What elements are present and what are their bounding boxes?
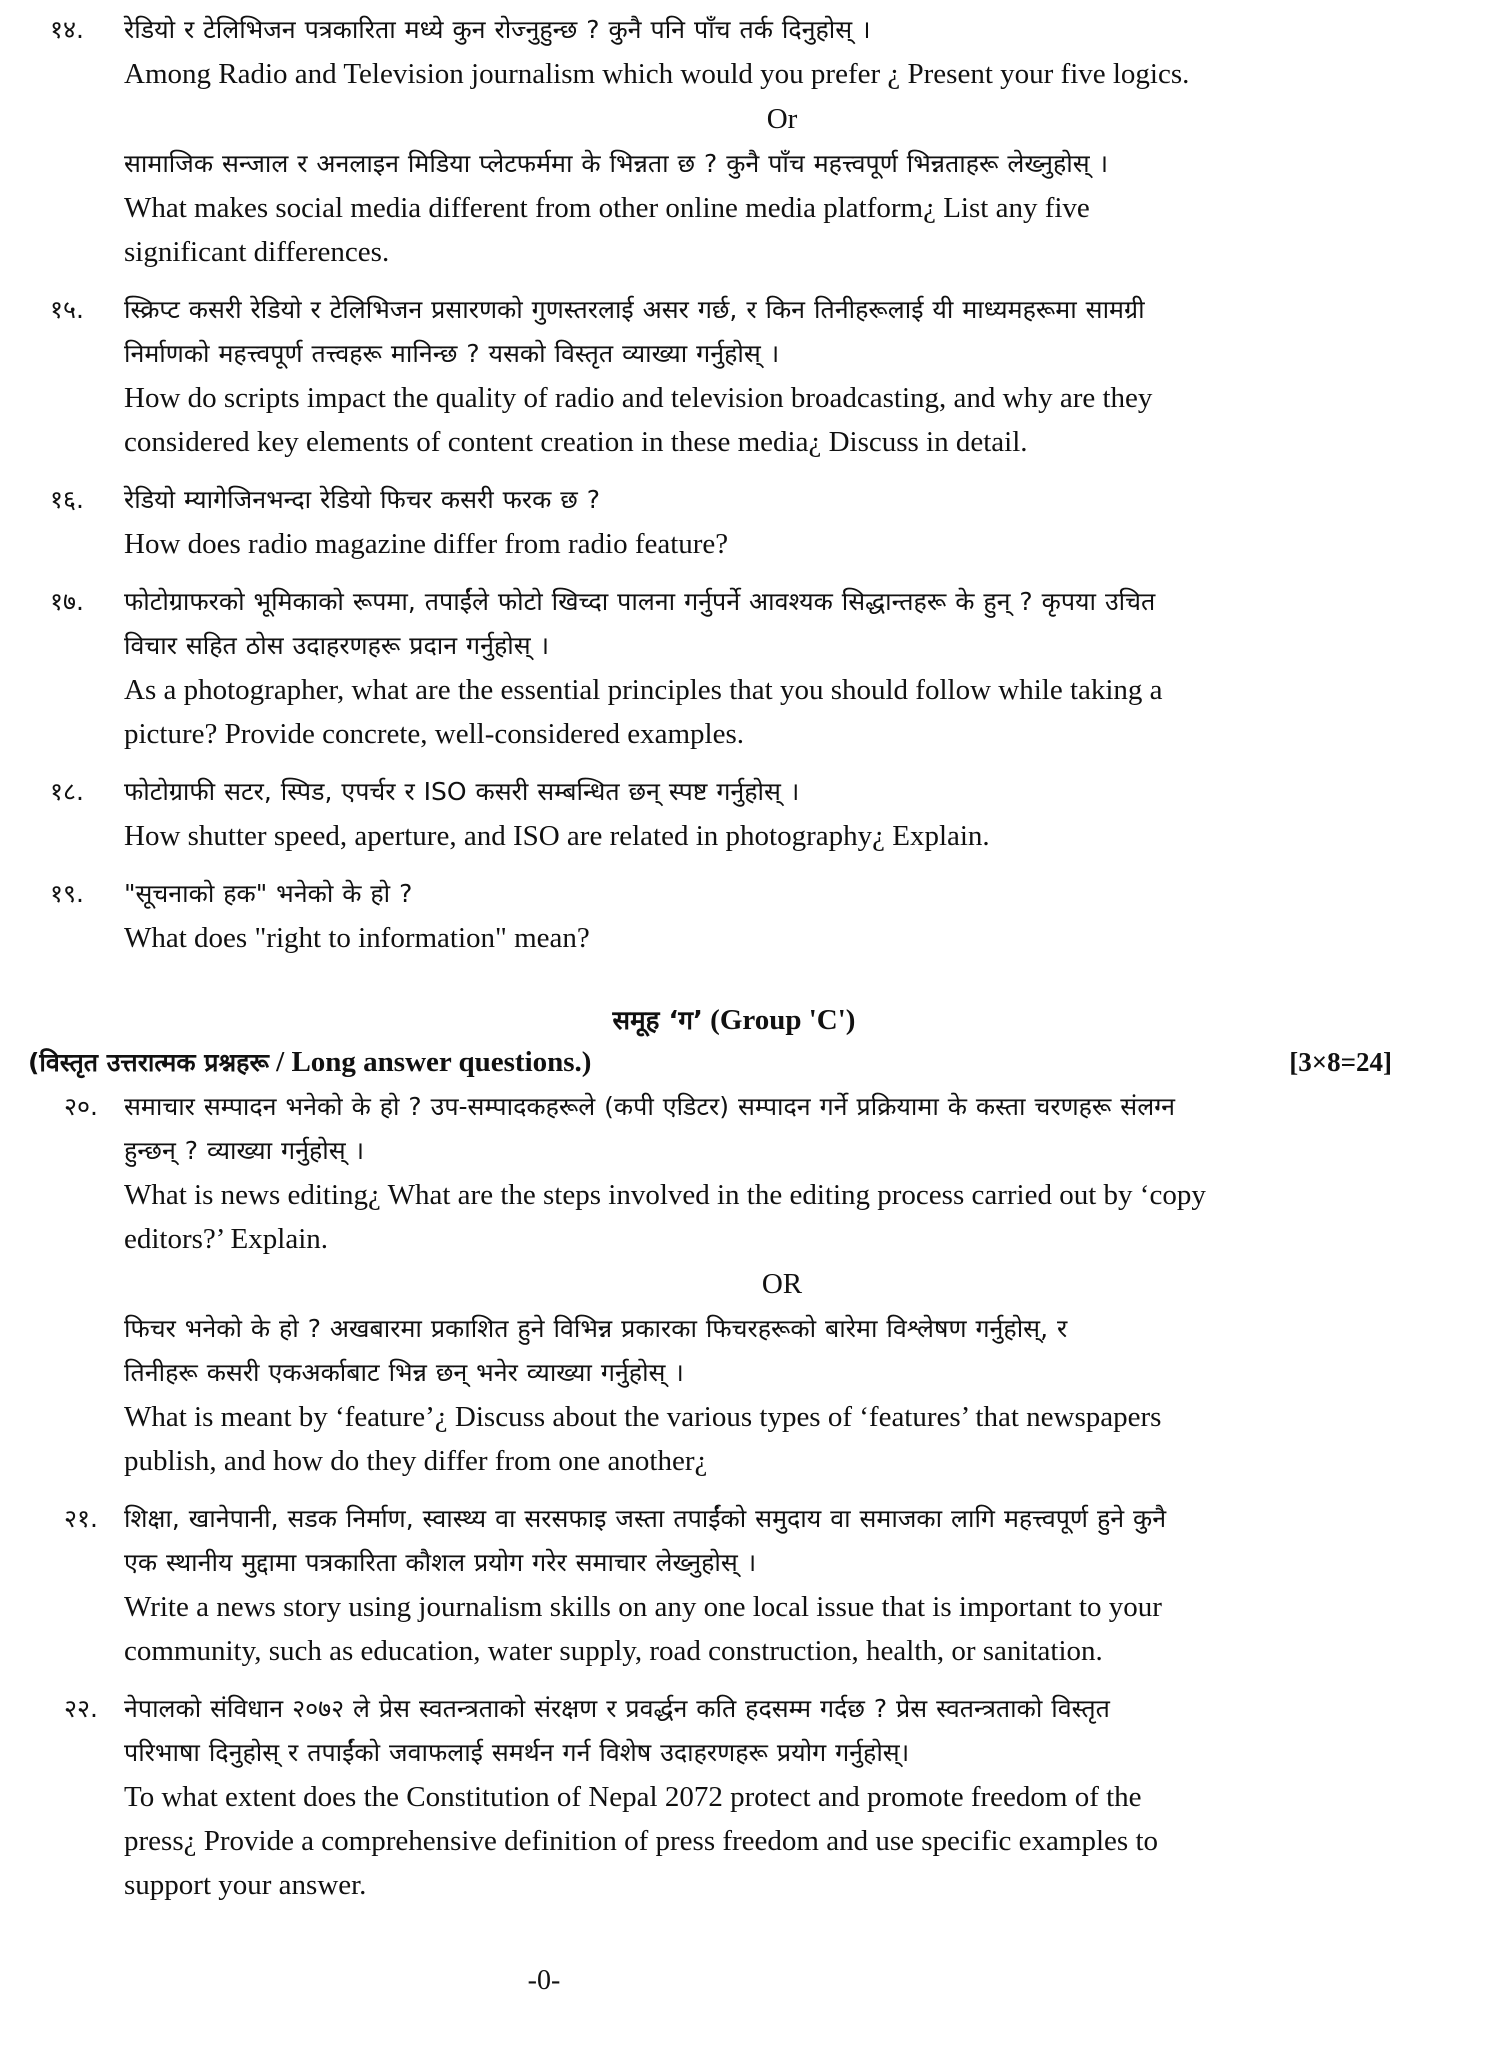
question-line-nepali: शिक्षा, खानेपानी, सडक निर्माण, स्वास्थ्य वा सरसफाइ जस्ता तपाईंको समुदाय वा समाजका लागि महत्त्वपूर्ण हुने कुनै: [124, 1504, 1167, 1533]
question-number: २२.: [64, 1694, 98, 1723]
question-line-english: How does radio magazine differ from radio feature?: [124, 528, 729, 560]
question-body: [124, 8, 1440, 274]
question-line-english: As a photographer, what are the essential principles that you should follow while taking a: [124, 674, 1163, 706]
question-line-english: community, such as education, water supply, road construction, health, or sanitation.: [124, 1635, 1103, 1667]
question-number: १७.: [50, 587, 84, 616]
question-line-nepali: हुन्छन् ? व्याख्या गर्नुहोस् ।: [124, 1136, 365, 1165]
question-item: [28, 1687, 1440, 1907]
question-line-english: Among Radio and Television journalism which would you prefer ¿ Present your five logics.: [124, 58, 1190, 90]
group-c-heading-np: समूह ‘ग’: [612, 1006, 703, 1036]
question-line-nepali: स्क्रिप्ट कसरी रेडियो र टेलिभिजन प्रसारणको गुणस्तरलाई असर गर्छ, र किन तिनीहरूलाई यी माध्यमहरूमा सामग्री: [124, 295, 1145, 324]
question-line-english: press¿ Provide a comprehensive definition of press freedom and use specific examples to: [124, 1825, 1159, 1857]
group-c-subheading: [28, 1045, 591, 1079]
group-c-subheading-en: / Long answer questions.): [276, 1046, 592, 1078]
question-item: [28, 872, 1440, 960]
question-line-english: What does "right to information" mean?: [124, 922, 590, 954]
question-line-english: What makes social media different from other online media platform¿ List any five: [124, 192, 1090, 224]
question-line-english: What is meant by ‘feature’¿ Discuss about the various types of ‘features’ that newspapers: [124, 1401, 1162, 1433]
question-line-nepali: विचार सहित ठोस उदाहरणहरू प्रदान गर्नुहोस् ।: [124, 631, 550, 660]
page-end-marker: -0-: [527, 1965, 561, 1996]
question-number: २१.: [64, 1504, 98, 1533]
group-c-subheading-row: [28, 1045, 1440, 1079]
question-line-nepali: सामाजिक सन्जाल र अनलाइन मिडिया प्लेटफर्ममा के भिन्नता छ ? कुनै पाँच महत्त्वपूर्ण भिन्नताहरू लेख्नुहोस् ।: [124, 149, 1109, 178]
group-c-subheading-np: (विस्तृत उत्तरात्मक प्रश्नहरू: [28, 1048, 269, 1077]
question-body: [124, 1085, 1440, 1483]
questions-list-group-b: [28, 8, 1440, 960]
question-line-english: How do scripts impact the quality of radio and television broadcasting, and why are they: [124, 382, 1153, 414]
question-line-english: editors?’ Explain.: [124, 1223, 329, 1255]
question-line-english: To what extent does the Constitution of Nepal 2072 protect and promote freedom of the: [124, 1781, 1142, 1813]
question-number: १८.: [50, 777, 84, 806]
question-item: [28, 288, 1440, 464]
question-line-nepali: एक स्थानीय मुद्दामा पत्रकारिता कौशल प्रयोग गरेर समाचार लेख्नुहोस् ।: [124, 1548, 757, 1577]
question-line-nepali: नेपालको संविधान २०७२ ले प्रेस स्वतन्त्रताको संरक्षण र प्रवर्द्धन कति हदसम्म गर्दछ ? प्रेस स्वतन्त्रताको विस्तृत: [124, 1694, 1110, 1723]
question-line-nepali: "सूचनाको हक" भनेको के हो ?: [124, 879, 413, 908]
question-body: [124, 770, 1440, 858]
question-line-english: support your answer.: [124, 1869, 367, 1901]
group-c-heading-en: (Group 'C'): [710, 1004, 856, 1036]
questions-list-group-c: [28, 1085, 1440, 1907]
question-line-nepali: तिनीहरू कसरी एकअर्काबाट भिन्न छन् भनेर व्याख्या गर्नुहोस् ।: [124, 1358, 684, 1387]
question-number: २०.: [64, 1092, 98, 1121]
question-line-nepali: रेडियो र टेलिभिजन पत्रकारिता मध्ये कुन रोज्नुहुन्छ ? कुनै पनि पाँच तर्क दिनुहोस् ।: [124, 15, 871, 44]
question-line-english: What is news editing¿ What are the steps involved in the editing process carried out by ‘copy: [124, 1179, 1206, 1211]
question-item: [28, 8, 1440, 274]
question-body: [124, 1687, 1440, 1907]
question-number: १६.: [50, 485, 84, 514]
question-line-nepali: फोटोग्राफरको भूमिकाको रूपमा, तपाईंले फोटो खिच्दा पालना गर्नुपर्ने आवश्यक सिद्धान्तहरू के हुन् ? कृपया उचित: [124, 587, 1156, 616]
question-line-nepali: निर्माणको महत्त्वपूर्ण तत्त्वहरू मानिन्छ ? यसको विस्तृत व्याख्या गर्नुहोस् ।: [124, 339, 780, 368]
alternative-separator: Or: [766, 103, 798, 135]
question-line-english: considered key elements of content creation in these media¿ Discuss in detail.: [124, 426, 1028, 458]
question-item: [28, 580, 1440, 756]
question-line-nepali: परिभाषा दिनुहोस् र तपाईंको जवाफलाई समर्थन गर्न विशेष उदाहरणहरू प्रयोग गर्नुहोस्।: [124, 1738, 910, 1767]
question-body: [124, 288, 1440, 464]
question-line-english: How shutter speed, aperture, and ISO are related in photography¿ Explain.: [124, 820, 990, 852]
group-c-heading: [28, 1000, 1440, 1041]
question-line-english: Write a news story using journalism skills on any one local issue that is important to your: [124, 1591, 1162, 1623]
question-line-nepali: फोटोग्राफी सटर, स्पिड, एपर्चर र ISO कसरी सम्बन्धित छन् स्पष्ट गर्नुहोस् ।: [124, 777, 800, 806]
question-line-nepali: समाचार सम्पादन भनेको के हो ? उप-सम्पादकहरूले (कपी एडिटर) सम्पादन गर्ने प्रक्रियामा के कस्ता चरणहरू संलग्न: [124, 1092, 1176, 1121]
question-line-english: significant differences.: [124, 236, 390, 268]
question-item: [28, 1497, 1440, 1673]
question-body: [124, 478, 1440, 566]
question-line-english: picture? Provide concrete, well-considered examples.: [124, 718, 745, 750]
question-line-english: publish, and how do they differ from one another¿: [124, 1445, 708, 1477]
question-item: [28, 1085, 1440, 1483]
question-item: [28, 770, 1440, 858]
alternative-separator: OR: [761, 1268, 803, 1300]
question-body: [124, 872, 1440, 960]
question-body: [124, 580, 1440, 756]
question-number: १९.: [50, 879, 84, 908]
group-c-marks-badge: [3×8=24]: [1289, 1047, 1392, 1077]
question-item: [28, 478, 1440, 566]
question-line-nepali: रेडियो म्यागेजिनभन्दा रेडियो फिचर कसरी फरक छ ?: [124, 485, 600, 514]
question-line-nepali: फिचर भनेको के हो ? अखबारमा प्रकाशित हुने विभिन्न प्रकारका फिचरहरूको बारेमा विश्लेषण गर्नुहोस्, र: [124, 1314, 1068, 1343]
question-number: १४.: [50, 15, 84, 44]
question-number: १५.: [50, 295, 84, 324]
question-body: [124, 1497, 1440, 1673]
